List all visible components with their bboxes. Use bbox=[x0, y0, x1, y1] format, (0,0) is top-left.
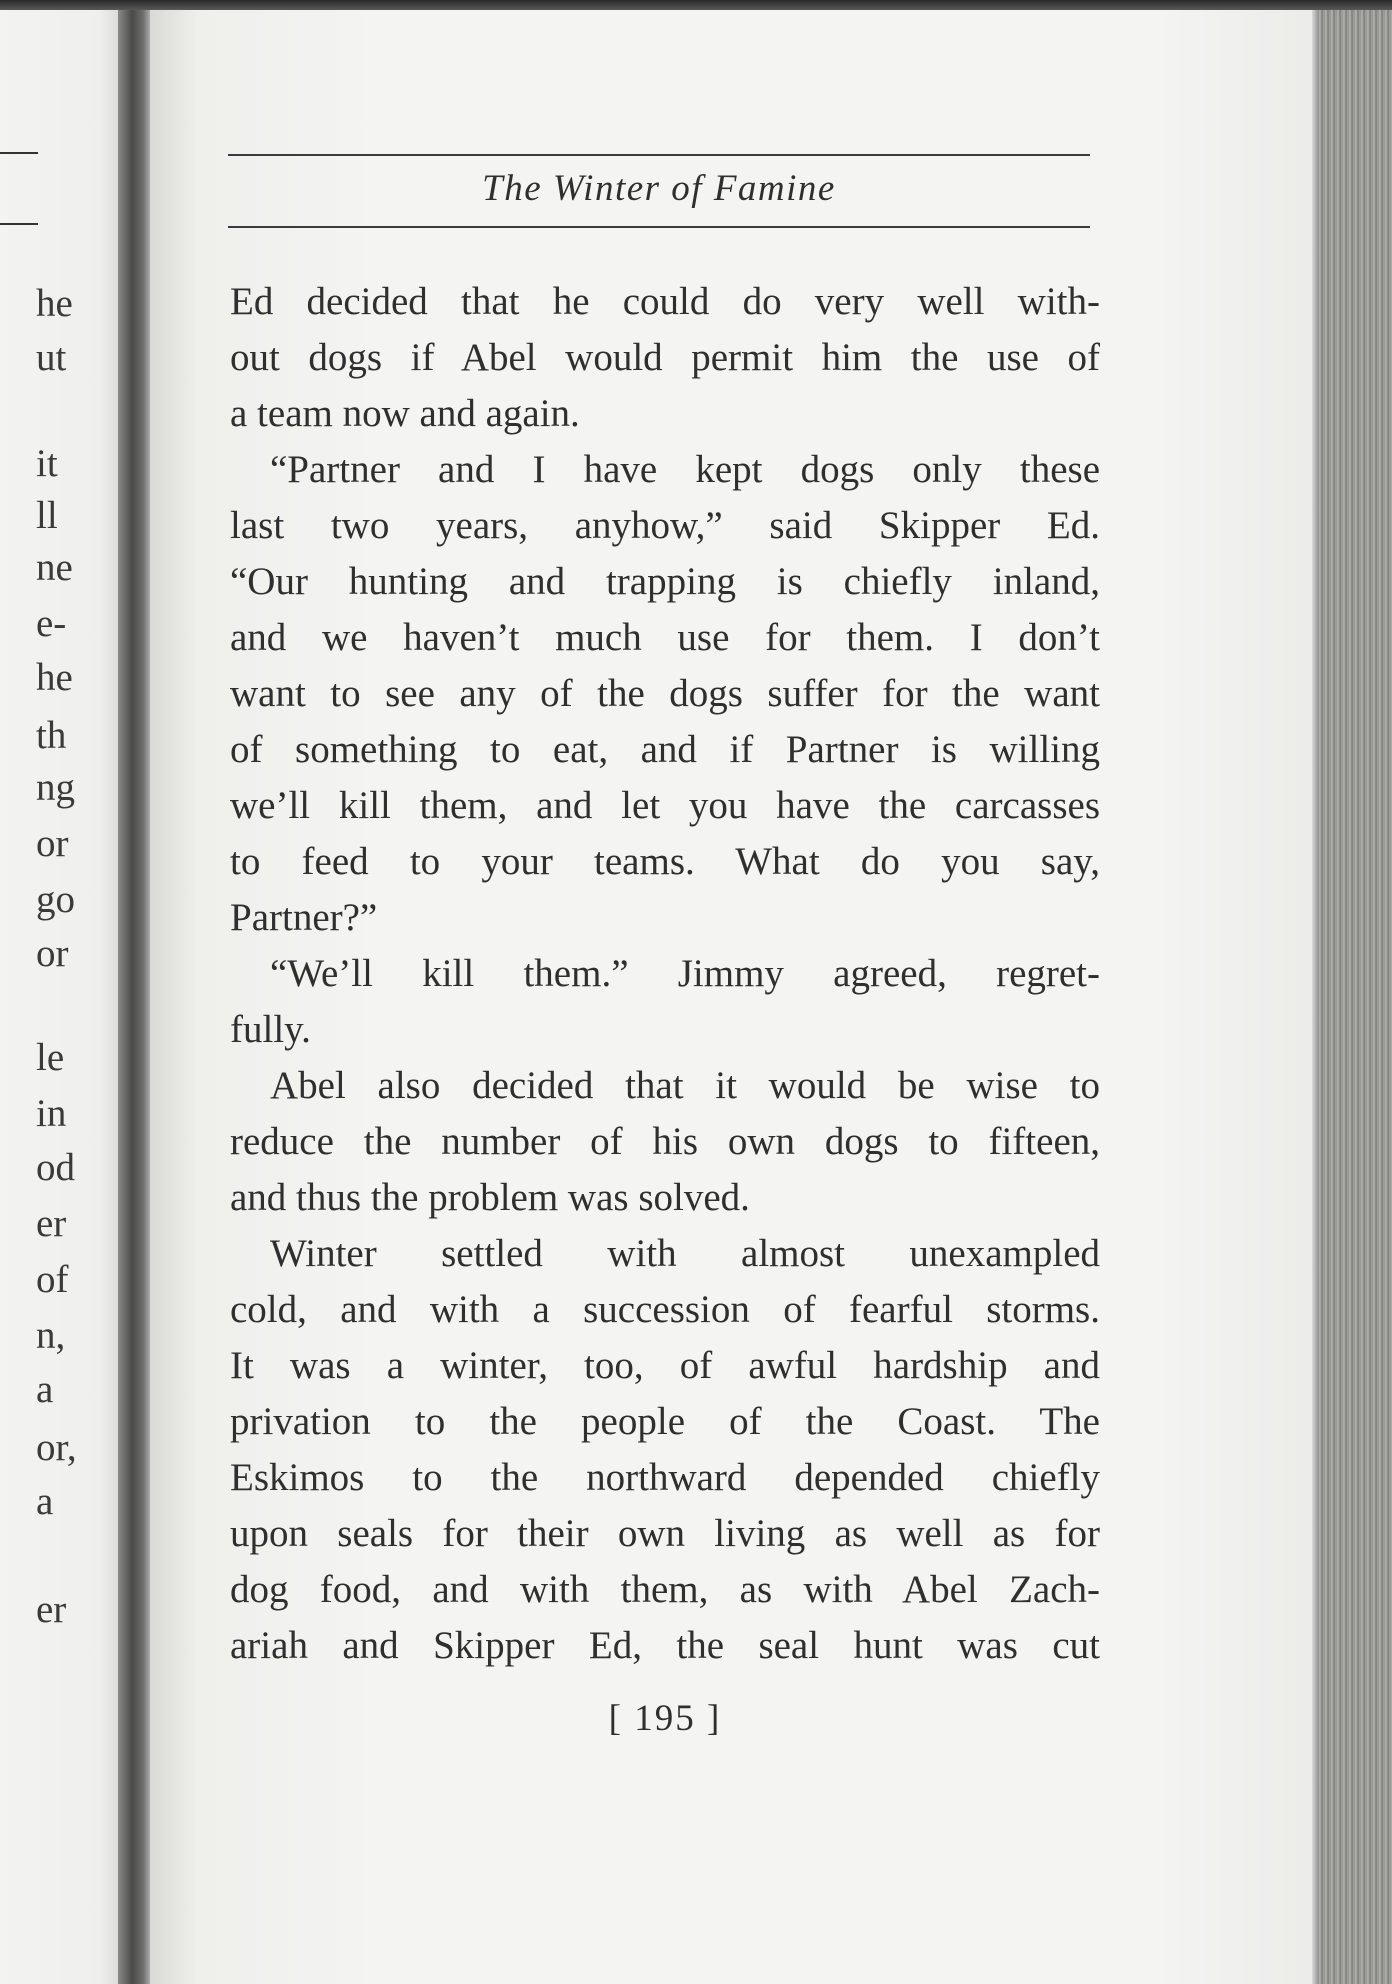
left-page bbox=[0, 10, 124, 1984]
text-line: cold, and with a succession of fearful storms. bbox=[230, 1288, 1100, 1331]
left-page-fragment: ng bbox=[36, 766, 75, 809]
left-page-fragment: ne bbox=[36, 546, 73, 589]
header-rule-top bbox=[228, 154, 1090, 156]
fore-edge bbox=[1318, 10, 1392, 1984]
text-line: last two years, anyhow,” said Skipper Ed. bbox=[230, 504, 1100, 547]
text-line: dog food, and with them, as with Abel Zach- bbox=[230, 1568, 1100, 1611]
left-page-fragment: le bbox=[36, 1036, 65, 1079]
left-page-fragment: ll bbox=[36, 494, 58, 537]
text-line: “We’ll kill them.” Jimmy agreed, regret- bbox=[270, 952, 1100, 995]
text-line: to feed to your teams. What do you say, bbox=[230, 840, 1100, 883]
left-page-fragment: it bbox=[36, 442, 58, 485]
text-line: Winter settled with almost unexampled bbox=[270, 1232, 1100, 1275]
page-number: [ 195 ] bbox=[608, 1698, 722, 1739]
text-line: Ed decided that he could do very well with- bbox=[230, 280, 1100, 323]
text-line: “Our hunting and trapping is chiefly inland, bbox=[230, 560, 1100, 603]
left-page-fragment: ut bbox=[36, 336, 67, 379]
text-line: Abel also decided that it would be wise to bbox=[270, 1064, 1100, 1107]
text-line: upon seals for their own living as well as for bbox=[230, 1512, 1100, 1555]
text-line: fully. bbox=[230, 1008, 311, 1051]
left-page-fragments bbox=[0, 10, 124, 1984]
left-page-fragment: er bbox=[36, 1588, 67, 1631]
text-line: we’ll kill them, and let you have the carcasses bbox=[230, 784, 1100, 827]
left-page-fragment: th bbox=[36, 714, 67, 757]
left-page-fragment: or, bbox=[36, 1426, 77, 1469]
text-line: Eskimos to the northward depended chiefly bbox=[230, 1456, 1100, 1499]
text-line: ariah and Skipper Ed, the seal hunt was cut bbox=[230, 1624, 1100, 1667]
left-page-fragment: n, bbox=[36, 1314, 66, 1357]
left-page-fragment: go bbox=[36, 878, 75, 921]
text-line: and we haven’t much use for them. I don’t bbox=[230, 616, 1100, 659]
left-page-fragment: in bbox=[36, 1092, 67, 1135]
text-line: and thus the problem was solved. bbox=[230, 1176, 750, 1219]
text-line: reduce the number of his own dogs to fifteen, bbox=[230, 1120, 1100, 1163]
left-page-fragment: od bbox=[36, 1146, 75, 1189]
left-page-fragment: or bbox=[36, 822, 69, 865]
left-page-fragment: a bbox=[36, 1368, 54, 1411]
text-line: want to see any of the dogs suffer for the want bbox=[230, 672, 1100, 715]
gutter bbox=[118, 10, 154, 1984]
left-page-fragment: a bbox=[36, 1480, 54, 1523]
text-line: It was a winter, too, of awful hardship and bbox=[230, 1344, 1100, 1387]
text-line: privation to the people of the Coast. The bbox=[230, 1400, 1100, 1443]
header-rule-bottom bbox=[228, 226, 1090, 228]
left-page-fragment: er bbox=[36, 1202, 67, 1245]
left-page-fragment: of bbox=[36, 1258, 69, 1301]
left-page-fragment: he bbox=[36, 656, 73, 699]
text-line: Partner?” bbox=[230, 896, 378, 939]
left-page-fragment: e- bbox=[36, 602, 67, 645]
text-line: “Partner and I have kept dogs only these bbox=[270, 448, 1100, 491]
text-line: a team now and again. bbox=[230, 392, 580, 435]
text-line: of something to eat, and if Partner is willing bbox=[230, 728, 1100, 771]
text-line: out dogs if Abel would permit him the use of bbox=[230, 336, 1100, 379]
running-head: The Winter of Famine bbox=[482, 168, 836, 209]
left-page-fragment: or bbox=[36, 932, 69, 975]
left-page-fragment: he bbox=[36, 282, 73, 325]
